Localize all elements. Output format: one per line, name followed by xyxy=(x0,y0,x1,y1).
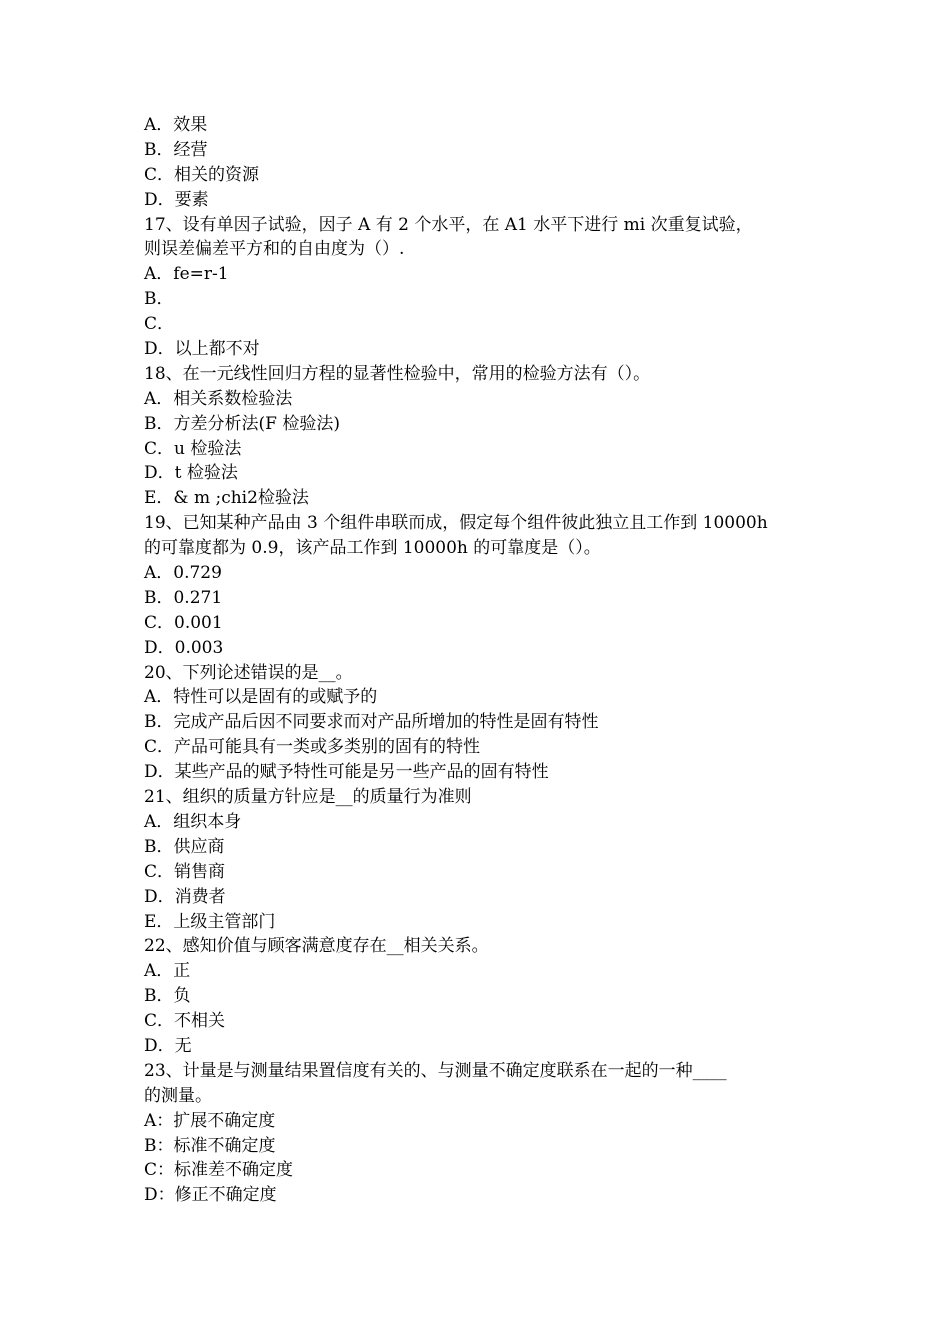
text-line: 23、计量是与测量结果置信度有关的、与测量不确定度联系在一起的一种____ xyxy=(144,1060,727,1081)
text-line: B． xyxy=(144,289,174,310)
text-line: 22、感知价值与顾客满意度存在__相关关系。 xyxy=(144,936,489,957)
text-line: A．0.729 xyxy=(144,563,222,584)
text-line: B．供应商 xyxy=(144,836,225,857)
text-line: C．相关的资源 xyxy=(144,164,260,185)
text-line: E．& m ;chi2检验法 xyxy=(144,488,309,509)
text-line: D．某些产品的赋予特性可能是另一些产品的固有特性 xyxy=(144,762,549,783)
text-line: 则误差偏差平方和的自由度为（）. xyxy=(144,239,405,260)
text-line: A．效果 xyxy=(144,115,208,135)
text-line: C．产品可能具有一类或多类别的固有的特性 xyxy=(144,737,481,758)
text-line: 20、下列论述错误的是__。 xyxy=(144,662,353,683)
text-line: B．负 xyxy=(144,986,191,1007)
text-line: A．组织本身 xyxy=(144,811,242,832)
text-line: C．u 检验法 xyxy=(144,438,242,459)
text-line: 19、已知某种产品由 3 个组件串联而成，假定每个组件彼此独立且工作到 10000h xyxy=(144,513,768,534)
text-line: 的可靠度都为 0.9，该产品工作到 10000h 的可靠度是（）。 xyxy=(144,538,601,559)
text-line: E．上级主管部门 xyxy=(144,911,276,932)
document-body xyxy=(144,113,814,1208)
text-line: D．消费者 xyxy=(144,886,226,907)
text-line: 17、设有单因子试验，因子 A 有 2 个水平，在 A1 水平下进行 mi 次重复试验， xyxy=(144,214,753,235)
text-line: 的测量。 xyxy=(144,1085,212,1106)
text-line: C．不相关 xyxy=(144,1011,226,1032)
text-line: C． xyxy=(144,314,175,335)
text-line: A．正 xyxy=(144,961,191,982)
text-line: B．0.271 xyxy=(144,587,223,608)
text-line: D．以上都不对 xyxy=(144,339,260,360)
text-line: B：标准不确定度 xyxy=(144,1135,276,1156)
text-line: A．特性可以是固有的或赋予的 xyxy=(144,687,378,708)
text-line: A．fe=r-1 xyxy=(144,264,229,285)
text-line: C．0.001 xyxy=(144,612,223,633)
text-line: A．相关系数检验法 xyxy=(144,388,293,409)
text-line: D．t 检验法 xyxy=(144,463,238,484)
text-line: D．0.003 xyxy=(144,637,224,658)
text-line: D．要素 xyxy=(144,189,209,210)
text-line: B．完成产品后因不同要求而对产品所增加的特性是固有特性 xyxy=(144,712,599,733)
text-line: 21、组织的质量方针应是__的质量行为准则 xyxy=(144,787,472,808)
text-line: B．经营 xyxy=(144,139,208,160)
text-line: D：修正不确定度 xyxy=(144,1185,277,1206)
text-line: A：扩展不确定度 xyxy=(144,1110,276,1131)
text-line: D．无 xyxy=(144,1035,192,1056)
text-line: C：标准差不确定度 xyxy=(144,1160,294,1181)
text-line: 18、在一元线性回归方程的显著性检验中，常用的检验方法有（）。 xyxy=(144,363,651,384)
text-line: B．方差分析法(F 检验法) xyxy=(144,413,340,434)
text-line: C．销售商 xyxy=(144,861,226,882)
